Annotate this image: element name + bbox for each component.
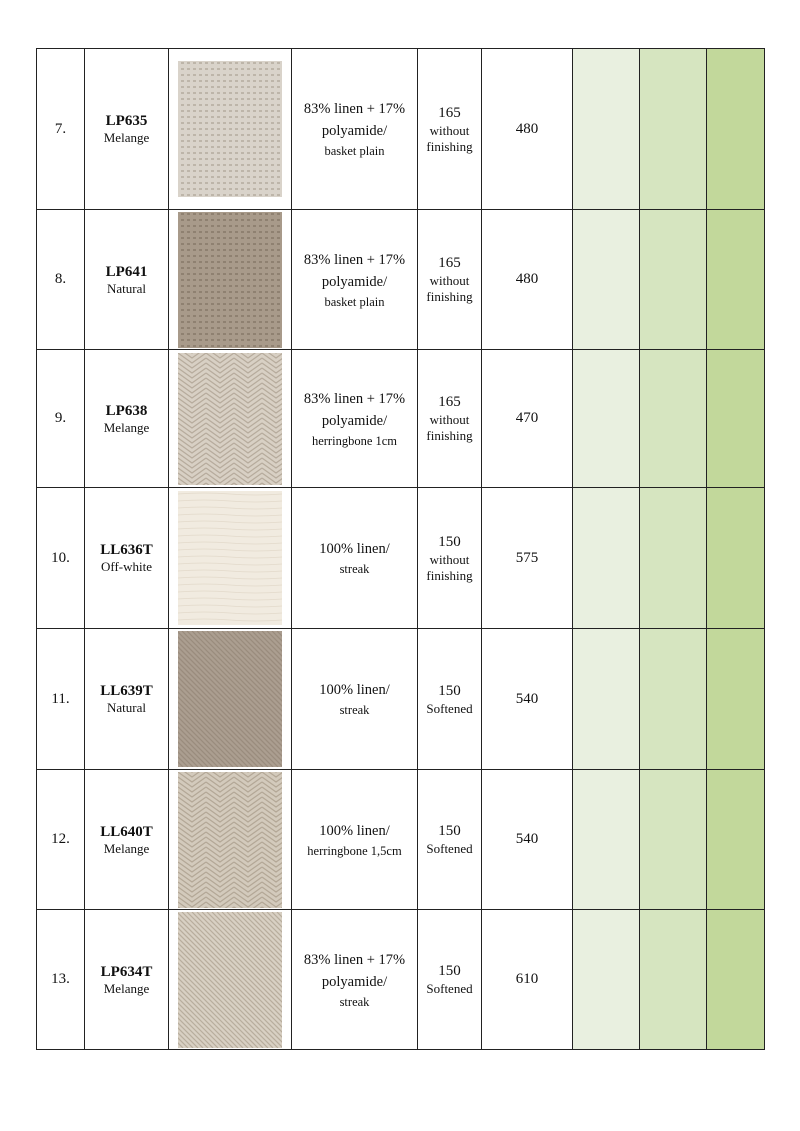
- fabric-table: [36, 48, 765, 1050]
- weight-value: 480: [515, 120, 539, 137]
- shade-cell-dark: [707, 770, 765, 910]
- composition-cell: [292, 488, 418, 629]
- width-value: 165: [438, 394, 461, 410]
- shade-cell-dark: [707, 350, 765, 488]
- shade-cell-dark: [707, 49, 765, 210]
- width-value: 150: [438, 533, 461, 550]
- shade-cell-medium: [640, 49, 707, 210]
- fabric-code: LP638: [105, 402, 148, 419]
- width-cell: [418, 488, 482, 629]
- row-number-text: 13.: [51, 971, 70, 987]
- shade-cell-medium: [640, 350, 707, 488]
- table-row: [37, 770, 765, 910]
- weave-text: streak: [339, 994, 370, 1009]
- width-cell: [418, 210, 482, 350]
- composition-cell: [292, 629, 418, 770]
- composition-text: 83% linen + 17% polyamide/: [303, 101, 406, 139]
- row-number-text: 9.: [54, 410, 67, 426]
- table-row: [37, 910, 765, 1050]
- row-number: [37, 770, 85, 910]
- fabric-color: Melange: [103, 130, 150, 145]
- fabric-code-cell: [85, 350, 169, 488]
- width-value: 165: [438, 255, 461, 271]
- fabric-swatch-cell: [169, 49, 292, 210]
- shade-cell-medium: [640, 770, 707, 910]
- fabric-color: Natural: [107, 700, 146, 715]
- finish-text: without finishing: [426, 273, 473, 304]
- table-row: [37, 629, 765, 770]
- weight-value: 470: [515, 410, 539, 426]
- composition-text: 100% linen/: [319, 541, 390, 557]
- fabric-swatch-cell: [169, 210, 292, 350]
- weave-text: basket plain: [324, 144, 385, 158]
- composition-text: 100% linen/: [319, 682, 390, 698]
- width-value: 150: [438, 682, 461, 699]
- fabric-code-cell: [85, 629, 169, 770]
- width-cell: [418, 350, 482, 488]
- weight-value: 480: [515, 271, 539, 287]
- composition-cell: [292, 910, 418, 1050]
- fabric-color: Natural: [107, 280, 146, 296]
- table-row: [37, 488, 765, 629]
- shade-cell-medium: [640, 629, 707, 770]
- fabric-color: Melange: [103, 419, 150, 435]
- weight-value: 540: [515, 831, 539, 847]
- width-cell: [418, 629, 482, 770]
- weave-text: streak: [339, 703, 370, 717]
- row-number: [37, 629, 85, 770]
- fabric-swatch-image: [178, 491, 282, 625]
- width-value: 150: [438, 963, 461, 979]
- width-cell: [418, 910, 482, 1050]
- fabric-code-cell: [85, 770, 169, 910]
- fabric-code: LL636T: [100, 542, 153, 558]
- finish-text: without finishing: [426, 122, 473, 154]
- finish-text: without finishing: [426, 551, 473, 583]
- shade-cell-light: [573, 629, 640, 770]
- composition-text: 83% linen + 17% polyamide/: [303, 390, 406, 429]
- shade-cell-medium: [640, 488, 707, 629]
- composition-text: 83% linen + 17% polyamide/: [303, 951, 406, 990]
- weave-text: streak: [339, 562, 370, 576]
- row-number: [37, 350, 85, 488]
- fabric-color: Melange: [103, 980, 150, 996]
- fabric-swatch-image: [178, 353, 282, 485]
- row-number-text: 11.: [51, 690, 70, 707]
- row-number-text: 7.: [54, 120, 67, 137]
- composition-cell: [292, 49, 418, 210]
- fabric-color: Melange: [103, 840, 150, 856]
- table-row: [37, 210, 765, 350]
- width-value: 165: [438, 104, 461, 121]
- fabric-code: LP635: [105, 113, 148, 129]
- fabric-swatch-cell: [169, 629, 292, 770]
- row-number: [37, 49, 85, 210]
- fabric-swatch-image: [178, 212, 282, 348]
- composition-cell: [292, 350, 418, 488]
- finish-text: Softened: [426, 841, 473, 856]
- shade-cell-dark: [707, 910, 765, 1050]
- width-cell: [418, 49, 482, 210]
- composition-text: 100% linen/: [319, 822, 390, 839]
- fabric-code: LL640T: [100, 823, 153, 840]
- fabric-code-cell: [85, 49, 169, 210]
- fabric-code: LL639T: [100, 683, 153, 699]
- row-number: [37, 210, 85, 350]
- row-number-text: 10.: [51, 549, 70, 566]
- weight-value: 540: [515, 690, 539, 707]
- shade-cell-dark: [707, 629, 765, 770]
- fabric-swatch-cell: [169, 770, 292, 910]
- shade-cell-light: [573, 488, 640, 629]
- weight-cell: [482, 350, 573, 488]
- shade-cell-light: [573, 350, 640, 488]
- weight-cell: [482, 629, 573, 770]
- fabric-code-cell: [85, 210, 169, 350]
- fabric-swatch-image: [178, 912, 282, 1048]
- row-number: [37, 488, 85, 629]
- row-number-text: 8.: [54, 271, 67, 287]
- fabric-code: LP634T: [100, 963, 153, 980]
- weight-cell: [482, 488, 573, 629]
- shade-cell-light: [573, 770, 640, 910]
- shade-cell-medium: [640, 910, 707, 1050]
- weight-value: 610: [515, 971, 539, 987]
- shade-cell-light: [573, 910, 640, 1050]
- width-cell: [418, 770, 482, 910]
- weight-cell: [482, 49, 573, 210]
- fabric-swatch-image: [178, 631, 282, 767]
- finish-text: Softened: [426, 700, 473, 716]
- fabric-swatch-cell: [169, 488, 292, 629]
- fabric-swatch-cell: [169, 910, 292, 1050]
- fabric-color: Off-white: [100, 559, 153, 574]
- fabric-swatch-image: [178, 61, 282, 197]
- fabric-code-cell: [85, 910, 169, 1050]
- table-row: [37, 49, 765, 210]
- weight-value: 575: [515, 549, 539, 566]
- shade-cell-light: [573, 210, 640, 350]
- weave-text: herringbone 1,5cm: [307, 843, 402, 858]
- shade-cell-dark: [707, 210, 765, 350]
- table-row: [37, 350, 765, 488]
- row-number-text: 12.: [51, 831, 70, 847]
- row-number: [37, 910, 85, 1050]
- weight-cell: [482, 770, 573, 910]
- weave-text: herringbone 1cm: [311, 433, 398, 448]
- shade-cell-light: [573, 49, 640, 210]
- fabric-swatch-image: [178, 772, 282, 908]
- width-value: 150: [438, 823, 461, 839]
- weight-cell: [482, 210, 573, 350]
- finish-text: without finishing: [426, 412, 473, 443]
- weave-text: basket plain: [324, 294, 385, 309]
- composition-cell: [292, 770, 418, 910]
- composition-text: 83% linen + 17% polyamide/: [303, 251, 406, 290]
- shade-cell-medium: [640, 210, 707, 350]
- composition-cell: [292, 210, 418, 350]
- fabric-code: LP641: [105, 263, 148, 280]
- fabric-code-cell: [85, 488, 169, 629]
- fabric-swatch-cell: [169, 350, 292, 488]
- finish-text: Softened: [426, 981, 473, 996]
- shade-cell-dark: [707, 488, 765, 629]
- weight-cell: [482, 910, 573, 1050]
